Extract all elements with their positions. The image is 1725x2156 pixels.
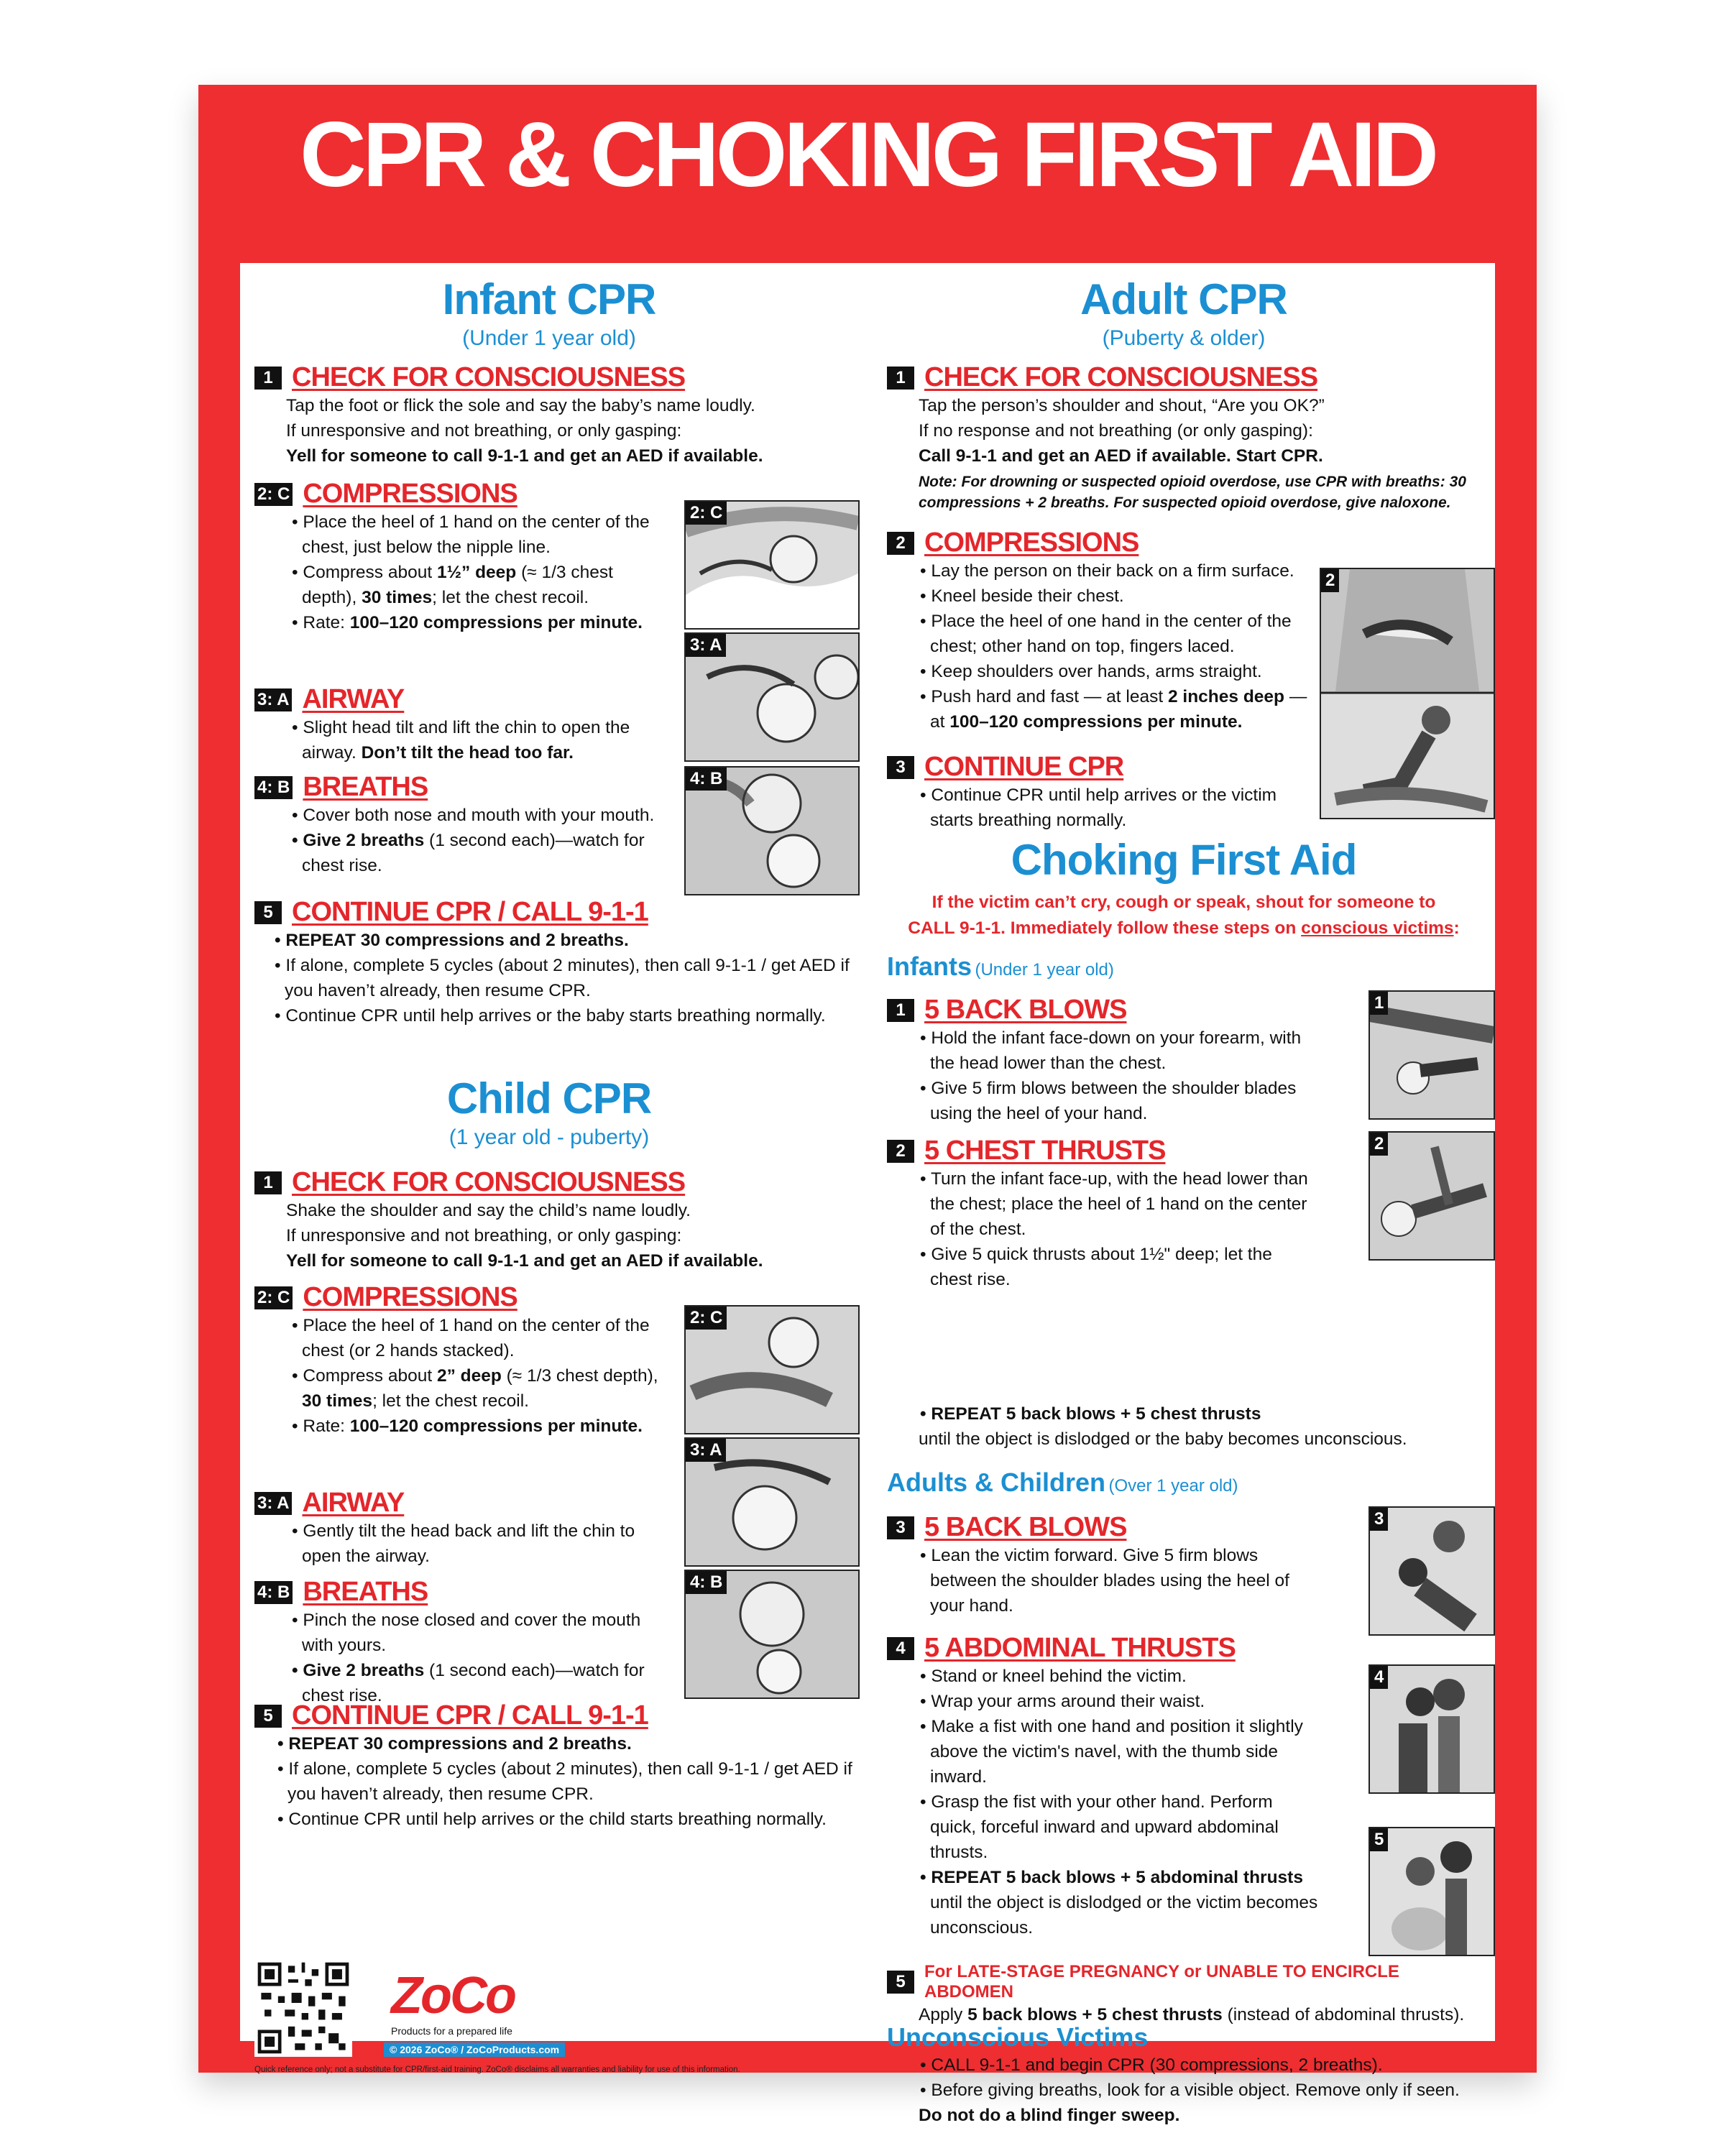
- bullet-bold: 2” deep: [436, 1366, 502, 1386]
- infant-cpr-subtitle: (Under 1 year old): [462, 326, 636, 350]
- infant-step-1: [254, 362, 865, 469]
- bullet: • Continue CPR until help arrives or the victim starts breathing normally.: [920, 786, 1277, 830]
- step-text: If unresponsive and not breathing, or only gasping:: [286, 1226, 682, 1245]
- choking-step-1: [887, 995, 1318, 1126]
- step-number: 1: [254, 367, 282, 390]
- infant-airway-illustration: [684, 632, 860, 762]
- illustration-tag: 2: C: [686, 502, 727, 525]
- adult-cpr-heading: Adult CPR: [1080, 275, 1287, 323]
- step-number: 1: [887, 999, 914, 1022]
- bullet: • Rate:: [292, 1416, 350, 1436]
- bullet: • Stand or kneel behind the victim.: [920, 1667, 1187, 1686]
- step-text: Tap the foot or flick the sole and say the baby’s name loudly.: [286, 396, 755, 415]
- pregnancy-thrusts-illustration: [1368, 1827, 1495, 1956]
- bullet-bold: 2 inches deep: [1167, 687, 1285, 706]
- adult-step-1: [887, 362, 1491, 513]
- step-heading: CHECK FOR CONSCIOUSNESS: [292, 1167, 686, 1197]
- adult-step-2: [887, 528, 1318, 734]
- bullet: • Push hard and fast — at least: [920, 687, 1168, 706]
- bullet: • Give 5 quick thrusts about 1½" deep; let the chest rise.: [920, 1245, 1272, 1289]
- child-step-5: [254, 1700, 873, 1832]
- unconscious-section: [887, 2022, 1491, 2128]
- child-step-3: [254, 1488, 671, 1569]
- step-heading: 5 CHEST THRUSTS: [924, 1135, 1166, 1166]
- step-text: Shake the shoulder and say the child’s name loudly.: [286, 1201, 691, 1220]
- step-heading: AIRWAY: [302, 1488, 405, 1518]
- bullet: • Make a fist with one hand and position it slightly above the victim's navel, with the thumb side inward.: [920, 1717, 1303, 1787]
- illustration-tag: 2: C: [686, 1307, 727, 1330]
- infants-label: Infants: [887, 952, 972, 981]
- infant-step-4: [254, 772, 657, 878]
- child-step-4: [254, 1577, 671, 1708]
- step-heading: COMPRESSIONS: [303, 1282, 518, 1312]
- step-text: Apply: [919, 2005, 968, 2024]
- step-number: 5: [254, 901, 282, 924]
- step-number: 3: [887, 756, 914, 779]
- infant-breaths-illustration: [684, 766, 860, 895]
- bullet-bold: • REPEAT 30 compressions and 2 breaths.: [277, 1734, 632, 1754]
- illustration-tag: 2: [1370, 1133, 1388, 1156]
- bullet-bold: 1½” deep: [436, 563, 517, 582]
- infant-cpr-heading: Infant CPR: [442, 275, 656, 323]
- adult-note: Note: For drowning or suspected opioid overdose, use CPR with breaths: 30 compressions + 2 breaths. For suspected opioid overdose, give naloxone.: [919, 474, 1466, 511]
- step-number: 2: C: [254, 483, 293, 506]
- bullet: (1 second each)—watch for chest rise.: [302, 1661, 645, 1705]
- bullet-bold: 100–120 compressions per minute.: [949, 712, 1243, 732]
- step-text: If no response and not breathing (or only gasping):: [919, 421, 1313, 441]
- zoco-logo: ZoCo: [391, 1967, 515, 2024]
- step-text: (instead of abdominal thrusts).: [1222, 2005, 1465, 2024]
- bullet: • Hold the infant face-down on your forearm, with the head lower than the chest.: [920, 1028, 1302, 1073]
- bullet: • Cover both nose and mouth with your mouth.: [292, 806, 655, 825]
- infants-age: (Under 1 year old): [975, 960, 1114, 980]
- content-panel: [240, 263, 1495, 2125]
- bullet-bold: 30 times: [362, 588, 433, 607]
- poster: [198, 85, 1537, 2125]
- bullet: • CALL 9-1-1 and begin CPR (30 compressions, 2 breaths).: [920, 2055, 1383, 2075]
- step-text: Tap the person’s shoulder and shout, “Are you OK?”: [919, 396, 1325, 415]
- bullet: • Place the heel of one hand in the center of the chest; other hand on top, fingers laced.: [920, 612, 1292, 656]
- bullet: • Kneel beside their chest.: [920, 586, 1124, 606]
- choking-heading: Choking First Aid: [1011, 836, 1357, 884]
- bullet: • Compress about: [292, 1366, 437, 1386]
- infant-step-3: [254, 684, 657, 765]
- step-number: 1: [887, 367, 914, 390]
- step-heading: 5 ABDOMINAL THRUSTS: [924, 1633, 1236, 1663]
- step-number: 1: [254, 1171, 282, 1194]
- step-number: 5: [254, 1705, 282, 1728]
- bullet: • Continue CPR until help arrives or the baby starts breathing normally.: [275, 1006, 826, 1026]
- adult-step-3: [887, 752, 1318, 833]
- illustration-tag: 3: [1370, 1508, 1388, 1531]
- step-heading: BREATHS: [303, 772, 428, 802]
- footer: [254, 1959, 873, 2074]
- illustration-tag: 4: B: [686, 768, 727, 791]
- bullet: • If alone, complete 5 cycles (about 2 minutes), then call 9-1-1 / get AED if you haven’t already, then resume CPR.: [277, 1759, 852, 1804]
- bullet: • If alone, complete 5 cycles (about 2 minutes), then call 9-1-1 / get AED if you haven’t already, then resume CPR.: [275, 956, 850, 1000]
- tagline: Products for a prepared life: [391, 2025, 512, 2037]
- bullet: • Pinch the nose closed and cover the mouth with yours.: [292, 1611, 641, 1655]
- choking-step-3: [887, 1512, 1318, 1618]
- step-heading: COMPRESSIONS: [303, 479, 518, 509]
- bullet: • Give 5 firm blows between the shoulder blades using the heel of your hand.: [920, 1079, 1297, 1123]
- step-number: 2: C: [254, 1286, 293, 1309]
- choking-step-5: [887, 1962, 1491, 2027]
- bullet: until the object is dislodged or the victim becomes unconscious.: [930, 1893, 1318, 1938]
- step-number: 5: [887, 1971, 914, 1994]
- bullet: until the object is dislodged or the baby becomes unconscious.: [919, 1429, 1407, 1449]
- bullet: • Slight head tilt and lift the chin to open the airway.: [292, 718, 630, 763]
- choking-intro-punct: :: [1453, 918, 1460, 938]
- bullet: • Lean the victim forward. Give 5 firm blows between the shoulder blades using the heel of your hand.: [920, 1546, 1289, 1616]
- bullet-bold: 100–120 compressions per minute.: [349, 1416, 643, 1436]
- step-number: 4: [887, 1637, 914, 1660]
- infant-chest-thrusts-illustration: [1368, 1131, 1495, 1261]
- illustration-tag: 3: A: [686, 634, 726, 657]
- bullet: ; let the chest recoil.: [432, 588, 589, 607]
- bullet: (≈ 1/3 chest depth),: [302, 563, 613, 607]
- bullet: • Turn the infant face-up, with the head lower than the chest; place the heel of 1 hand on the center of the chest.: [920, 1169, 1308, 1239]
- disclaimer: Quick reference only; not a substitute for CPR/first-aid training. ZoCo® disclaims all warranties and liability for use of this information.: [254, 2065, 740, 2074]
- choking-step-4: [887, 1633, 1318, 1940]
- child-compressions-illustration: [684, 1305, 860, 1434]
- illustration-tag: 3: A: [686, 1439, 726, 1462]
- bullet-bold: • Give 2 breaths: [292, 1661, 425, 1680]
- step-heading: BREATHS: [303, 1577, 428, 1607]
- illustration-tag: 4: [1370, 1666, 1388, 1689]
- choking-intro: [873, 890, 1495, 941]
- child-cpr-subtitle: (1 year old - puberty): [448, 1125, 650, 1149]
- infant-step-5: [254, 897, 873, 1028]
- step-heading: 5 BACK BLOWS: [924, 995, 1127, 1025]
- bullet-bold: • Give 2 breaths: [292, 831, 425, 850]
- bullet: (1 second each)—watch for chest rise.: [302, 831, 645, 875]
- infant-back-blows-illustration: [1368, 990, 1495, 1120]
- bullet: • Rate:: [292, 613, 350, 632]
- step-heading: AIRWAY: [302, 684, 405, 714]
- child-cpr-heading: Child CPR: [446, 1074, 652, 1123]
- step-heading: CONTINUE CPR / CALL 9-1-1: [292, 1700, 648, 1731]
- bullet: • Keep shoulders over hands, arms straight.: [920, 662, 1262, 681]
- step-text-bold: 5 back blows + 5 chest thrusts: [967, 2005, 1223, 2024]
- step-text-bold: Call 9-1-1 and get an AED if available. Start CPR.: [919, 446, 1323, 466]
- step-number: 4: B: [254, 1581, 293, 1604]
- conscious-victims-text: conscious victims: [1301, 918, 1454, 938]
- bullet: (≈ 1/3 chest depth),: [501, 1366, 658, 1386]
- step-heading: For LATE-STAGE PREGNANCY or UNABLE TO ENCIRCLE ABDOMEN: [924, 1962, 1399, 2001]
- choking-step-2: [887, 1135, 1318, 1292]
- step-number: 2: [887, 1140, 914, 1163]
- choking-intro-line: CALL 9-1-1. Immediately follow these steps on: [908, 918, 1302, 938]
- step-heading: 5 BACK BLOWS: [924, 1512, 1127, 1542]
- step-heading: CHECK FOR CONSCIOUSNESS: [292, 362, 686, 392]
- step-heading: CONTINUE CPR: [924, 752, 1124, 782]
- step-number: 3: [887, 1516, 914, 1539]
- bullet-bold: • REPEAT 5 back blows + 5 chest thrusts: [920, 1404, 1261, 1424]
- bullet: • Lay the person on their back on a firm surface.: [920, 561, 1294, 581]
- bullet-bold: 30 times: [302, 1391, 373, 1411]
- bullet: • Place the heel of 1 hand on the center of the chest (or 2 hands stacked).: [292, 1316, 650, 1360]
- choking-intro-line: If the victim can’t cry, cough or speak, shout for someone to: [932, 893, 1436, 912]
- child-breaths-illustration: [684, 1570, 860, 1699]
- bullet: • Before giving breaths, look for a visible object. Remove only if seen.: [920, 2081, 1460, 2100]
- step-text-bold: Yell for someone to call 9-1-1 and get an AED if available.: [286, 1251, 763, 1271]
- bullet: • Grasp the fist with your other hand. Perform quick, forceful inward and upward abdominal thrusts.: [920, 1792, 1279, 1862]
- bullet-bold: • REPEAT 30 compressions and 2 breaths.: [275, 931, 629, 950]
- unconscious-heading: Unconscious Victims: [887, 2022, 1149, 2052]
- infant-compressions-illustration: [684, 500, 860, 630]
- child-step-2: [254, 1282, 664, 1439]
- step-heading: CHECK FOR CONSCIOUSNESS: [924, 362, 1318, 392]
- infant-step-2: [254, 479, 657, 635]
- bullet: • Wrap your arms around their waist.: [920, 1692, 1205, 1711]
- bullet-bold: Don’t tilt the head too far.: [361, 743, 574, 763]
- illustration-tag: 2: [1321, 569, 1339, 592]
- step-heading: COMPRESSIONS: [924, 528, 1139, 558]
- step-number: 2: [887, 532, 914, 555]
- step-number: 4: B: [254, 776, 293, 799]
- adults-children-age: (Over 1 year old): [1108, 1476, 1238, 1496]
- qr-code-icon: [254, 1959, 352, 2057]
- bullet: • Place the heel of 1 hand on the center of the chest, just below the nipple line.: [292, 512, 650, 557]
- step-text-bold: Yell for someone to call 9-1-1 and get an AED if available.: [286, 446, 763, 466]
- bullet-bold: • REPEAT 5 back blows + 5 abdominal thrusts: [920, 1868, 1303, 1887]
- infants-subheading: [887, 952, 1114, 982]
- bullet-bold: 100–120 compressions per minute.: [349, 613, 643, 632]
- bullet: • Compress about: [292, 563, 437, 582]
- adult-compressions-illustration: [1320, 568, 1495, 819]
- poster-title: CPR & CHOKING FIRST AID: [300, 103, 1435, 206]
- bullet-bold: Do not do a blind finger sweep.: [919, 2106, 1180, 2125]
- adults-children-label: Adults & Children: [887, 1468, 1105, 1497]
- step-number: 3: A: [254, 1492, 292, 1515]
- adult-cpr-subtitle: (Puberty & older): [1102, 326, 1266, 350]
- adults-children-subheading: [887, 1468, 1238, 1498]
- adult-back-blows-illustration: [1368, 1506, 1495, 1636]
- bullet: — at: [930, 687, 1307, 732]
- step-heading: CONTINUE CPR / CALL 9-1-1: [292, 897, 648, 927]
- bullet: • Continue CPR until help arrives or the child starts breathing normally.: [277, 1810, 827, 1829]
- illustration-tag: 5: [1370, 1828, 1388, 1851]
- bullet: • Gently tilt the head back and lift the chin to open the airway.: [292, 1521, 635, 1566]
- abdominal-thrusts-illustration: [1368, 1664, 1495, 1794]
- illustration-tag: 1: [1370, 992, 1388, 1015]
- bullet: ; let the chest recoil.: [372, 1391, 529, 1411]
- step-number: 3: A: [254, 688, 292, 711]
- illustration-tag: 4: B: [686, 1571, 727, 1594]
- child-airway-illustration: [684, 1437, 860, 1567]
- choking-repeat-infant: [919, 1401, 1494, 1452]
- child-step-1: [254, 1167, 865, 1273]
- copyright-badge: © 2026 ZoCo® / ZoCoProducts.com: [384, 2042, 565, 2057]
- step-text: If unresponsive and not breathing, or only gasping:: [286, 421, 682, 441]
